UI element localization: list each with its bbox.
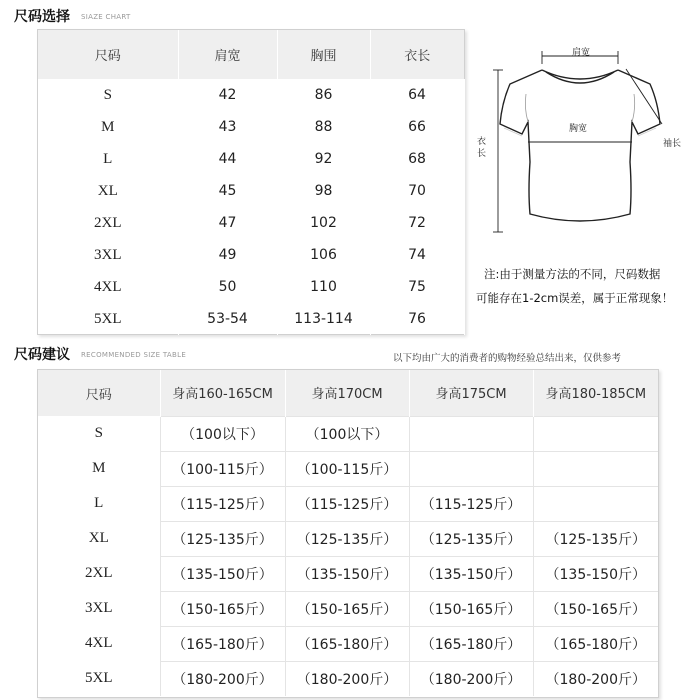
recommend-row [38, 416, 658, 451]
sleeve-label: 袖长 [663, 139, 682, 149]
rec-header-h170: 身高170CM [285, 370, 409, 416]
rec-weight-cell [409, 416, 533, 451]
rec-weight-cell: （125-135斤） [533, 521, 658, 556]
measure-cell: 110 [277, 271, 370, 303]
rec-weight-cell: （180-200斤） [409, 661, 533, 696]
measure-cell: 43 [178, 111, 277, 143]
measure-cell: 45 [178, 175, 277, 207]
size-cell: 2XL [38, 207, 178, 239]
rec-header-h175: 身高175CM [409, 370, 533, 416]
size-chart-row [38, 175, 464, 207]
recommend-row [38, 486, 658, 521]
rec-size-cell: M [38, 451, 160, 486]
measure-cell: 70 [370, 175, 464, 207]
header-length: 衣长 [370, 30, 464, 79]
measure-cell: 75 [370, 271, 464, 303]
size-cell: 5XL [38, 303, 178, 335]
rec-size-cell: XL [38, 521, 160, 556]
size-chart-title: 尺码选择 [14, 9, 70, 25]
size-cell: M [38, 111, 178, 143]
rec-weight-cell: （165-180斤） [285, 626, 409, 661]
measure-cell: 68 [370, 143, 464, 175]
rec-weight-cell: （135-150斤） [160, 556, 285, 591]
rec-weight-cell: （150-165斤） [409, 591, 533, 626]
rec-weight-cell: （125-135斤） [409, 521, 533, 556]
rec-weight-cell: （135-150斤） [533, 556, 658, 591]
size-chart-header-row [38, 30, 464, 79]
measure-cell: 102 [277, 207, 370, 239]
size-chart-row [38, 303, 464, 335]
measure-cell: 106 [277, 239, 370, 271]
rec-weight-cell: （150-165斤） [160, 591, 285, 626]
size-cell: S [38, 79, 178, 111]
header-chest: 胸围 [277, 30, 370, 79]
recommend-subtitle: RECOMMENDED SIZE TABLE [81, 351, 187, 359]
size-chart-row [38, 271, 464, 303]
measure-cell: 113-114 [277, 303, 370, 335]
note-line-1: 注:由于测量方法的不同，尺码数据 [484, 267, 661, 281]
recommend-hint: 以下均由广大的消费者的购物经验总结出来，仅供参考 [393, 353, 622, 364]
rec-weight-cell: （125-135斤） [160, 521, 285, 556]
rec-size-cell: 3XL [38, 591, 160, 626]
measure-cell: 88 [277, 111, 370, 143]
size-chart-row [38, 239, 464, 271]
measure-cell: 66 [370, 111, 464, 143]
rec-weight-cell: （135-150斤） [285, 556, 409, 591]
measure-cell: 49 [178, 239, 277, 271]
rec-weight-cell [533, 416, 658, 451]
rec-size-cell: 2XL [38, 556, 160, 591]
rec-weight-cell [533, 451, 658, 486]
rec-weight-cell [409, 451, 533, 486]
length-label-bottom: 长 [477, 149, 487, 159]
header-size: 尺码 [38, 30, 178, 79]
recommend-table [38, 370, 658, 696]
rec-weight-cell: （165-180斤） [160, 626, 285, 661]
rec-weight-cell: （115-125斤） [285, 486, 409, 521]
rec-size-cell: L [38, 486, 160, 521]
rec-header-size: 尺码 [38, 370, 160, 416]
size-chart-row [38, 111, 464, 143]
size-chart-subtitle: SIAZE CHART [81, 13, 131, 21]
tshirt-outline-icon [500, 70, 660, 221]
shoulder-label: 肩宽 [572, 48, 591, 58]
measure-cell: 47 [178, 207, 277, 239]
rec-weight-cell: （100-115斤） [285, 451, 409, 486]
recommend-row [38, 521, 658, 556]
measure-cell: 86 [277, 79, 370, 111]
rec-weight-cell: （150-165斤） [285, 591, 409, 626]
rec-weight-cell: （165-180斤） [409, 626, 533, 661]
rec-weight-cell: （100以下） [285, 416, 409, 451]
rec-weight-cell: （180-200斤） [285, 661, 409, 696]
note-line-2: 可能存在1-2cm误差，属于正常现象！ [476, 291, 674, 305]
size-cell: 4XL [38, 271, 178, 303]
size-chart-table [38, 30, 465, 335]
size-cell: XL [38, 175, 178, 207]
rec-weight-cell: （150-165斤） [533, 591, 658, 626]
measure-cell: 64 [370, 79, 464, 111]
recommend-row [38, 451, 658, 486]
rec-weight-cell: （100以下） [160, 416, 285, 451]
size-cell: 3XL [38, 239, 178, 271]
header-shoulder: 肩宽 [178, 30, 277, 79]
rec-size-cell: 5XL [38, 661, 160, 696]
tshirt-diagram [490, 42, 670, 257]
measure-cell: 53-54 [178, 303, 277, 335]
rec-weight-cell: （115-125斤） [160, 486, 285, 521]
rec-weight-cell [533, 486, 658, 521]
measure-cell: 98 [277, 175, 370, 207]
measure-cell: 44 [178, 143, 277, 175]
recommend-header-row [38, 370, 658, 416]
rec-weight-cell: （165-180斤） [533, 626, 658, 661]
measure-cell: 72 [370, 207, 464, 239]
rec-weight-cell: （125-135斤） [285, 521, 409, 556]
rec-weight-cell: （135-150斤） [409, 556, 533, 591]
rec-header-h160: 身高160-165CM [160, 370, 285, 416]
measure-cell: 76 [370, 303, 464, 335]
rec-weight-cell: （180-200斤） [533, 661, 658, 696]
rec-size-cell: 4XL [38, 626, 160, 661]
recommend-row [38, 626, 658, 661]
measure-cell: 74 [370, 239, 464, 271]
recommend-row [38, 556, 658, 591]
rec-header-h180: 身高180-185CM [533, 370, 658, 416]
rec-size-cell: S [38, 416, 160, 451]
length-label-top: 衣 [477, 137, 487, 147]
rec-weight-cell: （180-200斤） [160, 661, 285, 696]
chest-label: 胸宽 [569, 124, 588, 134]
measure-cell: 42 [178, 79, 277, 111]
rec-weight-cell: （100-115斤） [160, 451, 285, 486]
size-cell: L [38, 143, 178, 175]
size-chart-row [38, 207, 464, 239]
size-chart-row [38, 143, 464, 175]
rec-weight-cell: （115-125斤） [409, 486, 533, 521]
size-chart-row [38, 79, 464, 111]
measure-cell: 50 [178, 271, 277, 303]
recommend-row [38, 661, 658, 696]
recommend-title: 尺码建议 [14, 347, 70, 363]
recommend-row [38, 591, 658, 626]
measure-cell: 92 [277, 143, 370, 175]
